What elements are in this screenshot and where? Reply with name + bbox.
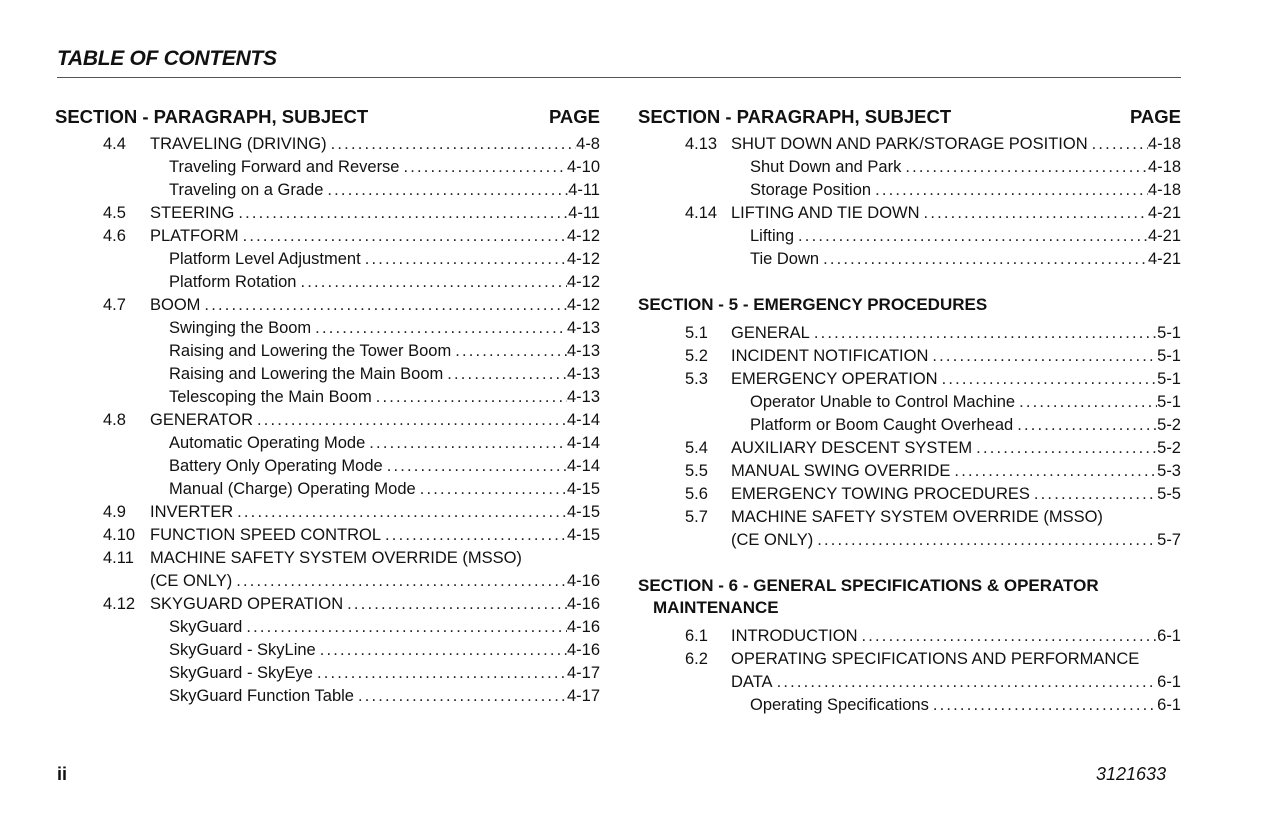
page-number: ii [57,764,68,784]
dot-leader [451,340,567,363]
toc-entry [55,294,600,317]
toc-entry-page: 4-12 [566,273,600,291]
toc-entry [55,432,600,455]
toc-entry-page: 4-14 [566,457,600,475]
dot-leader [323,179,568,202]
toc-entry [55,570,600,593]
toc-entry-page: 6-1 [1157,627,1181,645]
toc-entry-page: 4-16 [566,595,600,613]
toc-left-column [55,104,600,708]
toc-entry-line [169,179,600,202]
toc-entry-title: Platform Rotation [169,273,297,291]
toc-entry-title: TRAVELING (DRIVING) [150,135,327,153]
toc-entry-title: Swinging the Boom [169,319,312,337]
toc-entry-line [169,156,600,179]
toc-entry-line [169,386,600,409]
toc-entry-page: 5-1 [1157,393,1181,411]
toc-entry-line [169,317,600,340]
toc-entry [55,639,600,662]
toc-entry-title: Platform or Boom Caught Overhead [750,416,1014,434]
toc-entry-page: 4-13 [566,319,600,337]
dot-leader [929,694,1157,717]
toc-entry-list [638,625,1181,717]
dot-leader [813,529,1157,552]
dot-leader [399,156,566,179]
toc-entry-line [750,248,1181,271]
toc-entry [55,156,600,179]
toc-entry-page: 4-8 [576,135,600,153]
toc-entry [55,593,600,616]
toc-entry-title: Battery Only Operating Mode [169,457,383,475]
toc-entry-number: 4.4 [103,135,126,153]
toc-entry [638,156,1181,179]
toc-entry-page: 5-3 [1157,462,1181,480]
toc-entry-number: 6.1 [685,627,708,645]
toc-entry-page: 6-1 [1157,673,1181,691]
toc-entry-line [169,248,600,271]
toc-entry [55,248,600,271]
toc-entry-page: 5-2 [1157,439,1181,457]
toc-entry-line [731,625,1181,648]
toc-entry [55,455,600,478]
toc-entry [55,202,600,225]
toc-entry-number: 5.5 [685,462,708,480]
toc-entry-number: 4.13 [685,135,718,153]
dot-leader [361,248,567,271]
toc-entry-line [731,202,1181,225]
toc-entry-line [169,340,600,363]
toc-entry-title: FUNCTION SPEED CONTROL [150,526,382,544]
dot-leader [972,437,1157,460]
dot-leader [232,570,567,593]
toc-entry-title: Platform Level Adjustment [169,250,361,268]
toc-entry-page: 4-12 [566,250,600,268]
toc-entry [55,133,600,156]
dot-leader [381,524,567,547]
dot-leader [313,662,567,685]
toc-entry-title: (CE ONLY) [731,531,814,549]
toc-entry-title: MACHINE SAFETY SYSTEM OVERRIDE (MSSO) [731,508,1103,526]
toc-entry [55,478,600,501]
toc-entry-title: OPERATING SPECIFICATIONS AND PERFORMANCE [731,650,1140,668]
toc-entry-page: 6-1 [1157,696,1181,714]
toc-entry [638,529,1181,552]
toc-entry [638,202,1181,225]
toc-entry [55,501,600,524]
toc-entry-number: 5.6 [685,485,708,503]
toc-entry [55,547,600,570]
toc-entry-title: EMERGENCY OPERATION [731,370,938,388]
toc-entry-title: SHUT DOWN AND PARK/STORAGE POSITION [731,135,1088,153]
toc-entry-line [150,501,600,524]
dot-leader [234,202,568,225]
toc-entry-line [731,460,1181,483]
dot-leader [1013,414,1157,437]
toc-entry-page: 4-18 [1147,135,1181,153]
toc-entry-title: Traveling Forward and Reverse [169,158,400,176]
toc-entry-page: 4-21 [1147,204,1181,222]
dot-leader [242,616,567,639]
toc-entry-line [731,133,1181,156]
header-subject: SECTION - PARAGRAPH, SUBJECT [55,106,369,127]
toc-entry-page: 4-16 [566,641,600,659]
toc-entry-title: INTRODUCTION [731,627,858,645]
dot-leader [233,501,567,524]
toc-entry [638,414,1181,437]
toc-entry [55,225,600,248]
toc-entry-page: 4-21 [1147,250,1181,268]
toc-entry-line [731,368,1181,391]
dot-leader [200,294,567,317]
toc-entry-line [731,437,1181,460]
toc-entry [638,368,1181,391]
dot-leader [316,639,567,662]
toc-entry-number: 4.8 [103,411,126,429]
toc-entry-number: 6.2 [685,650,708,668]
toc-entry [55,317,600,340]
toc-entry-title: PLATFORM [150,227,239,245]
toc-entry-title: GENERATOR [150,411,253,429]
dot-leader [253,409,567,432]
toc-entry [638,460,1181,483]
toc-entry [55,685,600,708]
dot-leader [343,593,567,616]
toc-entry-line [731,529,1181,552]
dot-leader [1088,133,1148,156]
title-rule [57,77,1181,78]
page-title: TABLE OF CONTENTS [57,47,277,70]
toc-entry [638,248,1181,271]
toc-entry-line [731,506,1181,529]
toc-entry-title: STEERING [150,204,235,222]
toc-entry-line [169,616,600,639]
toc-entry-line [731,345,1181,368]
toc-entry [638,437,1181,460]
toc-entry-line [731,648,1181,671]
toc-entry-title: Traveling on a Grade [169,181,324,199]
toc-entry-number: 4.5 [103,204,126,222]
toc-entry-line [150,202,600,225]
toc-entry [638,179,1181,202]
section-6-heading [638,575,1181,619]
dot-leader [383,455,567,478]
toc-entry-page: 4-17 [566,687,600,705]
toc-entry-number: 5.3 [685,370,708,388]
toc-entry [55,409,600,432]
toc-entry-number: 5.4 [685,439,708,457]
toc-entry-page: 4-14 [566,411,600,429]
toc-entry-page: 4-14 [566,434,600,452]
toc-entry-line [731,483,1181,506]
dot-leader [950,460,1157,483]
toc-entry-title: Raising and Lowering the Main Boom [169,365,444,383]
toc-entry-line [169,685,600,708]
toc-entry-title: Lifting [750,227,795,245]
toc-entry-page: 4-15 [566,503,600,521]
header-page: PAGE [1129,106,1181,127]
toc-entry-page: 5-5 [1157,485,1181,503]
toc-entry [638,694,1181,717]
toc-entry-title: SkyGuard - SkyLine [169,641,316,659]
toc-entry-title: Tie Down [750,250,820,268]
toc-entry-page: 4-13 [566,365,600,383]
dot-leader [928,345,1157,368]
toc-entry-line [731,322,1181,345]
toc-entry-title: SkyGuard - SkyEye [169,664,313,682]
section-5-heading: SECTION - 5 - EMERGENCY PROCEDURES [638,295,988,314]
toc-entry [55,662,600,685]
toc-entry-number: 5.2 [685,347,708,365]
toc-entry-page: 5-2 [1157,416,1181,434]
toc-entry-line [150,547,600,570]
toc-entry-number: 4.7 [103,296,126,314]
toc-entry [638,625,1181,648]
dot-leader [365,432,567,455]
toc-entry [55,179,600,202]
toc-entry-line [150,570,600,593]
toc-entry-page: 4-18 [1147,181,1181,199]
toc-entry-page: 5-7 [1157,531,1181,549]
toc-entry-page: 5-1 [1157,324,1181,342]
toc-entry-number: 4.14 [685,204,718,222]
toc-entry-number: 4.12 [103,595,136,613]
toc-entry-page: 4-11 [568,181,600,199]
toc-entry [638,345,1181,368]
toc-entry [55,271,600,294]
toc-entry [55,386,600,409]
toc-entry-line [169,432,600,455]
toc-entry-page: 5-1 [1157,347,1181,365]
toc-entry-title: INCIDENT NOTIFICATION [731,347,929,365]
toc-entry-title: GENERAL [731,324,810,342]
toc-entry-list [638,322,1181,552]
dot-leader [858,625,1158,648]
dot-leader [239,225,567,248]
toc-entry-page: 4-12 [566,227,600,245]
dot-leader [354,685,567,708]
toc-entry-title: MANUAL SWING OVERRIDE [731,462,951,480]
document-number: 3121633 [1096,764,1167,784]
toc-entry-line [731,671,1181,694]
toc-entry-list [55,133,600,708]
toc-entry-number: 4.11 [103,549,134,567]
toc-entry-page: 4-18 [1147,158,1181,176]
dot-leader [871,179,1148,202]
toc-entry-list [638,133,1181,271]
dot-leader [416,478,567,501]
toc-entry-line [150,225,600,248]
toc-entry-title: Raising and Lowering the Tower Boom [169,342,452,360]
toc-entry [638,671,1181,694]
toc-entry-page: 5-1 [1157,370,1181,388]
toc-right-column [638,104,1181,717]
section-6-heading-line2: MAINTENANCE [653,598,779,617]
toc-entry-title: Manual (Charge) Operating Mode [169,480,416,498]
toc-entry-title: DATA [731,673,773,691]
toc-entry-number: 4.9 [103,503,126,521]
toc-entry-line [150,294,600,317]
toc-entry-title: Shut Down and Park [750,158,902,176]
column-header [638,104,1181,130]
toc-entry-number: 4.10 [103,526,136,544]
toc-entry-title: MACHINE SAFETY SYSTEM OVERRIDE (MSSO) [150,549,522,567]
toc-entry [55,363,600,386]
dot-leader [311,317,567,340]
toc-entry-title: Storage Position [750,181,872,199]
toc-entry-title: Operator Unable to Control Machine [750,393,1016,411]
dot-leader [372,386,567,409]
toc-entry-page: 4-13 [566,342,600,360]
toc-entry [638,322,1181,345]
toc-entry-page: 4-16 [566,618,600,636]
toc-entry-page: 4-21 [1147,227,1181,245]
toc-entry-page: 4-13 [566,388,600,406]
toc-entry-line [150,524,600,547]
toc-entry-title: EMERGENCY TOWING PROCEDURES [731,485,1030,503]
toc-entry-line [750,391,1181,414]
toc-entry-line [169,271,600,294]
toc-entry-number: 5.1 [685,324,708,342]
toc-entry-title: AUXILIARY DESCENT SYSTEM [731,439,973,457]
column-header [55,104,600,130]
dot-leader [819,248,1148,271]
toc-entry-page: 4-16 [566,572,600,590]
section-6-heading-line1: SECTION - 6 - GENERAL SPECIFICATIONS & OPERATOR [638,576,1099,595]
toc-entry-title: LIFTING AND TIE DOWN [731,204,920,222]
dot-leader [794,225,1148,248]
toc-entry-page: 4-11 [568,204,600,222]
header-subject: SECTION - PARAGRAPH, SUBJECT [638,106,952,127]
dot-leader [1015,391,1157,414]
toc-entry-line [169,478,600,501]
toc-entry [638,225,1181,248]
toc-entry-number: 5.7 [685,508,708,526]
dot-leader [773,671,1158,694]
toc-entry-title: SKYGUARD OPERATION [150,595,344,613]
toc-entry [638,483,1181,506]
toc-entry-title: Telescoping the Main Boom [169,388,372,406]
dot-leader [920,202,1148,225]
toc-entry-title: Automatic Operating Mode [169,434,366,452]
toc-entry-line [750,179,1181,202]
toc-entry-line [169,639,600,662]
toc-entry-line [750,156,1181,179]
header-page: PAGE [548,106,600,127]
toc-entry-line [169,455,600,478]
toc-entry-page: 4-17 [566,664,600,682]
toc-entry-page: 4-12 [566,296,600,314]
dot-leader [901,156,1148,179]
toc-entry-page: 4-15 [566,480,600,498]
toc-entry-page: 4-10 [566,158,600,176]
dot-leader [327,133,577,156]
toc-entry [55,340,600,363]
toc-entry-line [169,662,600,685]
toc-entry-line [750,414,1181,437]
toc-entry-title: SkyGuard Function Table [169,687,354,705]
toc-entry-line [169,363,600,386]
toc-entry-line [750,225,1181,248]
toc-entry-number: 4.6 [103,227,126,245]
toc-entry-title: INVERTER [150,503,234,521]
toc-entry-line [150,133,600,156]
toc-entry [55,524,600,547]
dot-leader [296,271,566,294]
dot-leader [1030,483,1157,506]
toc-entry-line [750,694,1181,717]
dot-leader [938,368,1158,391]
toc-entry [638,648,1181,671]
toc-entry-title: (CE ONLY) [150,572,233,590]
toc-entry-page: 4-15 [566,526,600,544]
toc-entry-title: Operating Specifications [750,696,929,714]
toc-entry-line [150,593,600,616]
toc-entry [638,133,1181,156]
toc-entry-line [150,409,600,432]
dot-leader [443,363,567,386]
dot-leader [810,322,1157,345]
toc-entry [55,616,600,639]
toc-entry [638,391,1181,414]
toc-entry-title: SkyGuard [169,618,243,636]
toc-entry-title: BOOM [150,296,201,314]
toc-entry [638,506,1181,529]
